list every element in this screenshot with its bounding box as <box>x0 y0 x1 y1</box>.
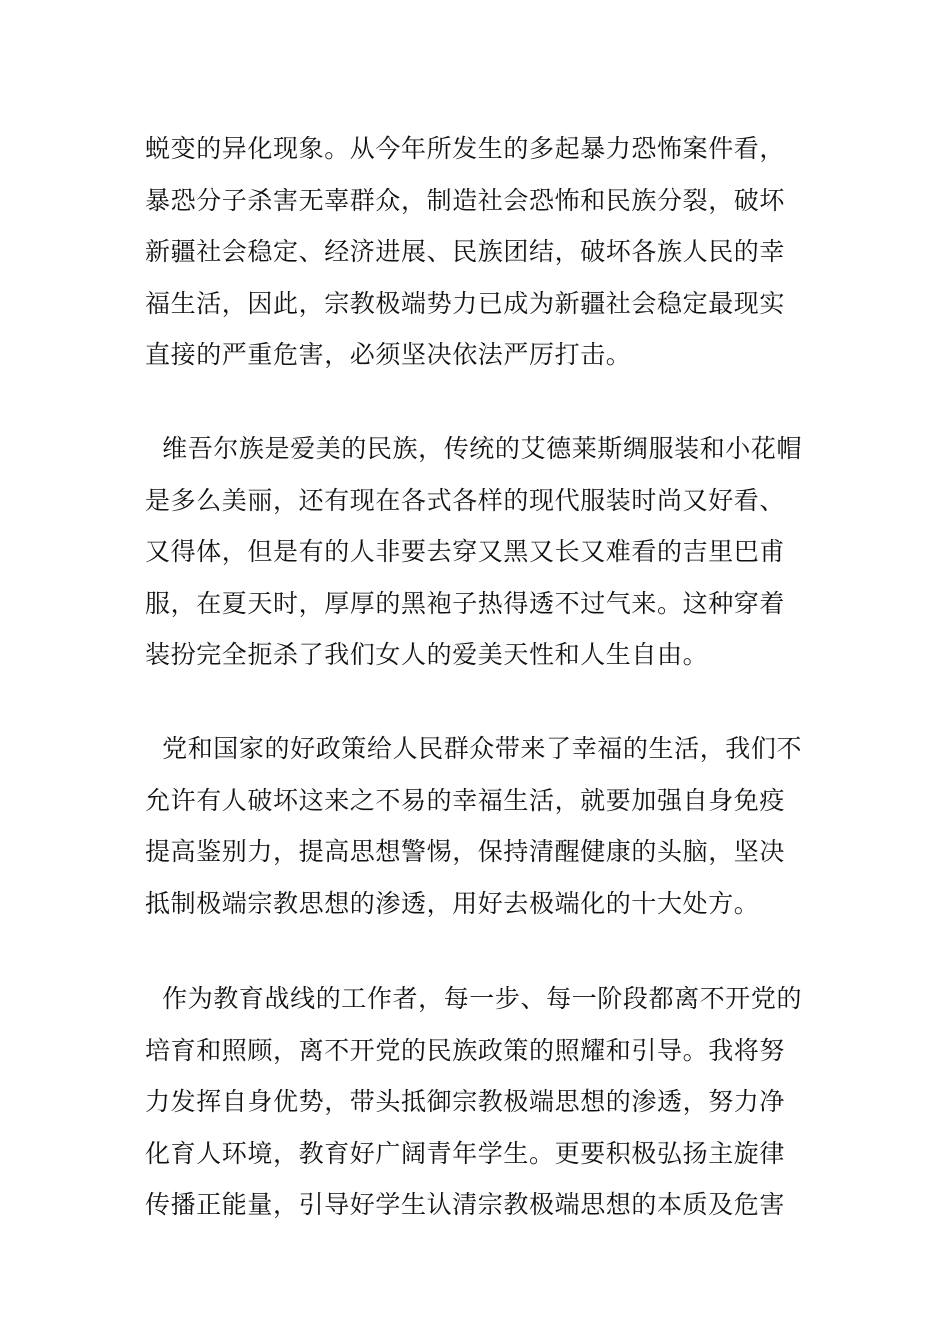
text-line: 新疆社会稳定、经济进展、民族团结，破坏各族人民的幸 <box>145 237 786 266</box>
paragraph <box>145 723 815 929</box>
text-line: 福生活，因此，宗教极端势力已成为新疆社会稳定最现实 <box>145 288 786 318</box>
text-line: 暴恐分子杀害无辜群众，制造社会恐怖和民族分裂，破坏 <box>145 185 786 215</box>
text-line: 直接的严重危害，必须坚决依法严厉打击。 <box>145 340 632 369</box>
paragraph <box>145 123 815 381</box>
text-line: 作为教育战线的工作者，每一步、每一阶段都离不开党的 <box>145 984 803 1013</box>
text-line: 力发挥自身优势，带头抵御宗教极端思想的渗透，努力净 <box>145 1087 786 1116</box>
text-line: 装扮完全扼杀了我们女人的爱美天性和人生自由。 <box>145 640 709 669</box>
text-line: 蜕变的异化现象。从今年所发生的多起暴力恐怖案件看， <box>145 134 786 163</box>
text-line: 维吾尔族是爱美的民族，传统的艾德莱斯绸服装和小花帽 <box>145 434 803 463</box>
text-line: 传播正能量，引导好学生认清宗教极端思想的本质及危害 <box>145 1190 786 1219</box>
paragraph <box>145 973 815 1231</box>
text-line: 提高鉴别力，提高思想警惕，保持清醒健康的头脑，坚决 <box>145 837 786 866</box>
text-line: 党和国家的好政策给人民群众带来了幸福的生活，我们不 <box>145 734 803 763</box>
text-line: 又得体，但是有的人非要去穿又黑又长又难看的吉里巴甫 <box>145 537 786 566</box>
text-line: 服，在夏天时，厚厚的黑袍子热得透不过气来。这种穿着 <box>145 588 786 618</box>
text-line: 是多么美丽，还有现在各式各样的现代服装时尚又好看、 <box>145 485 786 515</box>
text-line: 抵制极端宗教思想的渗透，用好去极端化的十大处方。 <box>145 888 760 918</box>
text-line: 培育和照顾，离不开党的民族政策的照耀和引导。我将努 <box>145 1035 786 1065</box>
paragraph <box>145 423 815 681</box>
text-line: 允许有人破坏这来之不易的幸福生活，就要加强自身免疫 <box>145 785 786 815</box>
text-line: 化育人环境，教育好广阔青年学生。更要积极弘扬主旋律 <box>145 1138 786 1168</box>
